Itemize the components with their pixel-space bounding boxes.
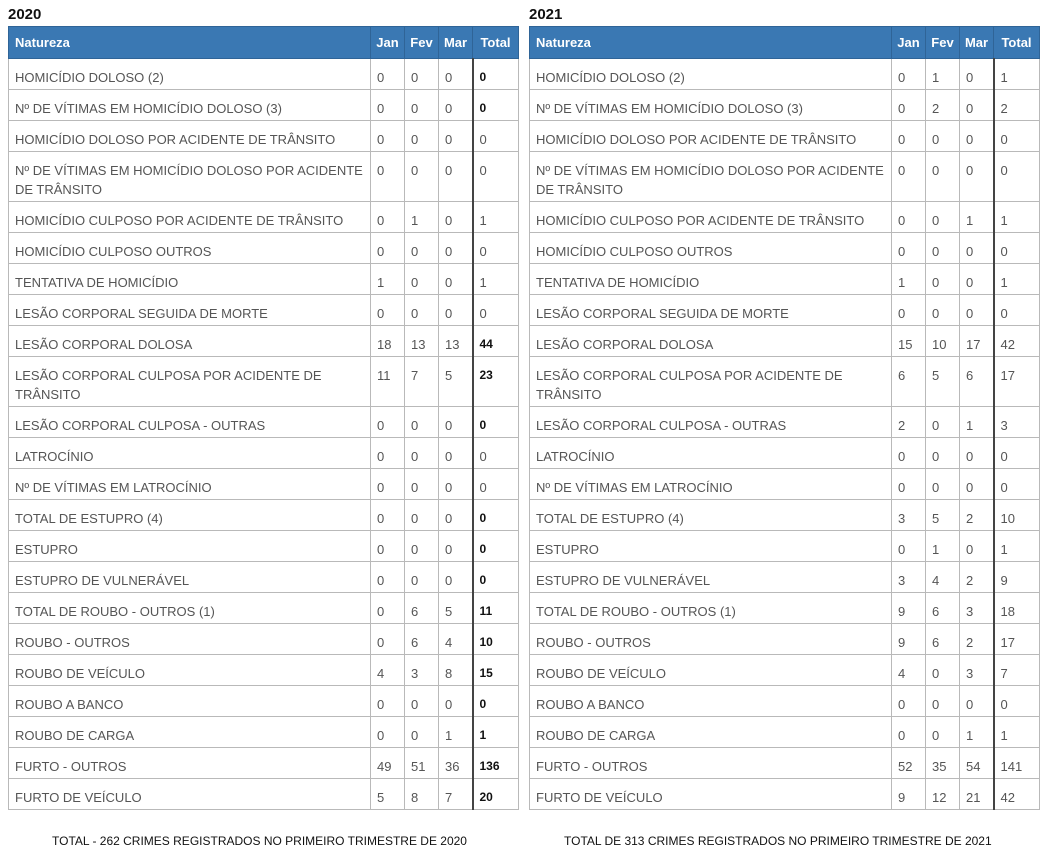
cell-jan: 0: [371, 717, 405, 748]
cell-jan: 0: [371, 121, 405, 152]
cell-total: 44: [473, 326, 519, 357]
cell-fev: 0: [405, 562, 439, 593]
cell-total: 0: [473, 562, 519, 593]
cell-jan: 0: [371, 438, 405, 469]
header-jan: Jan: [371, 27, 405, 59]
cell-natureza: HOMICÍDIO DOLOSO (2): [530, 59, 892, 90]
cell-fev: 3: [405, 655, 439, 686]
table-row: [9, 562, 519, 593]
cell-total: 0: [473, 152, 519, 202]
cell-fev: 12: [926, 779, 960, 810]
cell-jan: 9: [892, 624, 926, 655]
table-row: [9, 531, 519, 562]
cell-total: 0: [473, 469, 519, 500]
cell-jan: 1: [371, 264, 405, 295]
cell-mar: 0: [439, 500, 473, 531]
table-row: [530, 152, 1040, 202]
table-header-row: [9, 27, 519, 59]
table-panel-2020: [8, 4, 518, 810]
cell-mar: 0: [960, 59, 994, 90]
cell-natureza: ESTUPRO: [9, 531, 371, 562]
cell-total: 0: [473, 407, 519, 438]
cell-jan: 0: [892, 233, 926, 264]
cell-natureza: HOMICÍDIO DOLOSO POR ACIDENTE DE TRÂNSITO: [530, 121, 892, 152]
cell-mar: 0: [960, 152, 994, 202]
cell-total: 18: [994, 593, 1040, 624]
cell-total: 0: [994, 469, 1040, 500]
cell-fev: 13: [405, 326, 439, 357]
cell-fev: 6: [405, 593, 439, 624]
cell-jan: 18: [371, 326, 405, 357]
cell-mar: 36: [439, 748, 473, 779]
cell-natureza: FURTO DE VEÍCULO: [9, 779, 371, 810]
cell-jan: 0: [371, 90, 405, 121]
table-row: [530, 469, 1040, 500]
cell-total: 0: [994, 121, 1040, 152]
cell-fev: 0: [405, 59, 439, 90]
cell-natureza: HOMICÍDIO CULPOSO OUTROS: [530, 233, 892, 264]
cell-jan: 0: [892, 438, 926, 469]
cell-jan: 15: [892, 326, 926, 357]
table-row: [9, 90, 519, 121]
table-row: [9, 264, 519, 295]
cell-mar: 0: [960, 264, 994, 295]
cell-mar: 0: [439, 295, 473, 326]
table-row: [530, 202, 1040, 233]
cell-mar: 2: [960, 562, 994, 593]
table-row: [530, 326, 1040, 357]
cell-fev: 6: [405, 624, 439, 655]
cell-total: 0: [994, 686, 1040, 717]
cell-natureza: HOMICÍDIO DOLOSO POR ACIDENTE DE TRÂNSITO: [9, 121, 371, 152]
cell-jan: 6: [892, 357, 926, 407]
crime-table-2020: [8, 26, 519, 810]
cell-natureza: HOMICÍDIO CULPOSO POR ACIDENTE DE TRÂNSITO: [9, 202, 371, 233]
cell-mar: 0: [439, 438, 473, 469]
table-row: [9, 500, 519, 531]
cell-natureza: ROUBO A BANCO: [9, 686, 371, 717]
cell-natureza: LESÃO CORPORAL CULPOSA - OUTRAS: [9, 407, 371, 438]
cell-mar: 0: [960, 531, 994, 562]
cell-jan: 0: [892, 202, 926, 233]
table-row: [530, 748, 1040, 779]
cell-total: 1: [994, 202, 1040, 233]
cell-mar: 5: [439, 593, 473, 624]
cell-fev: 51: [405, 748, 439, 779]
cell-natureza: ROUBO A BANCO: [530, 686, 892, 717]
cell-natureza: ESTUPRO: [530, 531, 892, 562]
header-mar: Mar: [439, 27, 473, 59]
cell-mar: 6: [960, 357, 994, 407]
table-panel-2021: [529, 4, 1039, 810]
table-row: [530, 562, 1040, 593]
cell-jan: 2: [892, 407, 926, 438]
cell-total: 0: [473, 295, 519, 326]
header-mar: Mar: [960, 27, 994, 59]
cell-fev: 2: [926, 90, 960, 121]
table-row: [530, 90, 1040, 121]
cell-natureza: TOTAL DE ROUBO - OUTROS (1): [9, 593, 371, 624]
cell-total: 0: [994, 233, 1040, 264]
cell-fev: 5: [926, 357, 960, 407]
table-row: [9, 233, 519, 264]
cell-fev: 0: [926, 295, 960, 326]
cell-total: 0: [473, 121, 519, 152]
table-row: [9, 438, 519, 469]
cell-mar: 1: [960, 407, 994, 438]
cell-jan: 0: [371, 624, 405, 655]
cell-mar: 0: [439, 264, 473, 295]
cell-natureza: LESÃO CORPORAL SEGUIDA DE MORTE: [530, 295, 892, 326]
cell-natureza: ROUBO DE VEÍCULO: [9, 655, 371, 686]
cell-fev: 0: [405, 233, 439, 264]
cell-jan: 0: [892, 469, 926, 500]
cell-mar: 0: [439, 90, 473, 121]
cell-natureza: ROUBO - OUTROS: [9, 624, 371, 655]
cell-natureza: ROUBO DE CARGA: [9, 717, 371, 748]
cell-fev: 0: [926, 686, 960, 717]
cell-total: 1: [473, 202, 519, 233]
cell-jan: 9: [892, 593, 926, 624]
cell-jan: 9: [892, 779, 926, 810]
header-jan: Jan: [892, 27, 926, 59]
cell-total: 1: [473, 264, 519, 295]
cell-total: 1: [994, 59, 1040, 90]
cell-fev: 6: [926, 593, 960, 624]
cell-total: 20: [473, 779, 519, 810]
table-row: [530, 531, 1040, 562]
cell-fev: 0: [405, 264, 439, 295]
cell-mar: 0: [960, 295, 994, 326]
cell-jan: 0: [371, 531, 405, 562]
cell-mar: 0: [439, 233, 473, 264]
cell-jan: 4: [371, 655, 405, 686]
cell-jan: 0: [371, 593, 405, 624]
cell-mar: 0: [439, 59, 473, 90]
cell-total: 0: [994, 295, 1040, 326]
cell-natureza: LESÃO CORPORAL CULPOSA - OUTRAS: [530, 407, 892, 438]
cell-natureza: TOTAL DE ROUBO - OUTROS (1): [530, 593, 892, 624]
cell-natureza: HOMICÍDIO CULPOSO OUTROS: [9, 233, 371, 264]
cell-mar: 0: [439, 202, 473, 233]
table-row: [9, 469, 519, 500]
cell-jan: 0: [892, 295, 926, 326]
cell-mar: 0: [960, 233, 994, 264]
cell-total: 0: [994, 438, 1040, 469]
cell-jan: 0: [371, 469, 405, 500]
cell-natureza: TOTAL DE ESTUPRO (4): [530, 500, 892, 531]
cell-total: 0: [473, 233, 519, 264]
cell-mar: 4: [439, 624, 473, 655]
table-row: [530, 655, 1040, 686]
table-body: [530, 59, 1040, 810]
cell-mar: 21: [960, 779, 994, 810]
cell-mar: 0: [439, 469, 473, 500]
cell-jan: 3: [892, 500, 926, 531]
table-row: [9, 202, 519, 233]
table-row: [530, 295, 1040, 326]
cell-jan: 52: [892, 748, 926, 779]
cell-mar: 0: [960, 686, 994, 717]
cell-mar: 0: [439, 121, 473, 152]
table-row: [9, 655, 519, 686]
table-header-row: [530, 27, 1040, 59]
cell-jan: 0: [371, 562, 405, 593]
table-row: [530, 717, 1040, 748]
cell-mar: 2: [960, 624, 994, 655]
table-row: [9, 357, 519, 407]
table-row: [9, 326, 519, 357]
cell-total: 0: [473, 500, 519, 531]
crime-table-2021: [529, 26, 1040, 810]
cell-total: 9: [994, 562, 1040, 593]
cell-fev: 0: [405, 438, 439, 469]
cell-jan: 0: [892, 90, 926, 121]
cell-fev: 0: [405, 295, 439, 326]
table-row: [530, 233, 1040, 264]
cell-jan: 0: [892, 121, 926, 152]
table-row: [9, 152, 519, 202]
table-row: [9, 624, 519, 655]
cell-total: 42: [994, 779, 1040, 810]
cell-natureza: LESÃO CORPORAL DOLOSA: [9, 326, 371, 357]
cell-total: 17: [994, 624, 1040, 655]
cell-fev: 4: [926, 562, 960, 593]
table-row: [530, 407, 1040, 438]
cell-jan: 1: [892, 264, 926, 295]
cell-natureza: ROUBO - OUTROS: [530, 624, 892, 655]
cell-mar: 0: [960, 121, 994, 152]
table-row: [9, 717, 519, 748]
cell-natureza: FURTO - OUTROS: [9, 748, 371, 779]
cell-mar: 0: [439, 562, 473, 593]
cell-natureza: ROUBO DE CARGA: [530, 717, 892, 748]
cell-total: 11: [473, 593, 519, 624]
footer-total-2021: TOTAL DE 313 CRIMES REGISTRADOS NO PRIMEIRO TRIMESTRE DE 2021: [564, 834, 992, 848]
cell-mar: 0: [960, 438, 994, 469]
cell-total: 17: [994, 357, 1040, 407]
cell-total: 1: [994, 264, 1040, 295]
cell-jan: 0: [892, 59, 926, 90]
cell-total: 1: [994, 531, 1040, 562]
header-fev: Fev: [926, 27, 960, 59]
cell-fev: 5: [926, 500, 960, 531]
cell-fev: 6: [926, 624, 960, 655]
cell-jan: 0: [892, 717, 926, 748]
cell-mar: 7: [439, 779, 473, 810]
cell-total: 0: [473, 438, 519, 469]
cell-mar: 3: [960, 655, 994, 686]
cell-mar: 17: [960, 326, 994, 357]
cell-natureza: LESÃO CORPORAL SEGUIDA DE MORTE: [9, 295, 371, 326]
cell-fev: 35: [926, 748, 960, 779]
cell-natureza: Nº DE VÍTIMAS EM HOMICÍDIO DOLOSO POR ACIDENTE DE TRÂNSITO: [530, 152, 892, 202]
cell-total: 1: [994, 717, 1040, 748]
cell-fev: 0: [405, 152, 439, 202]
table-row: [9, 59, 519, 90]
cell-mar: 0: [439, 531, 473, 562]
cell-jan: 0: [371, 202, 405, 233]
cell-fev: 1: [405, 202, 439, 233]
header-fev: Fev: [405, 27, 439, 59]
cell-natureza: FURTO DE VEÍCULO: [530, 779, 892, 810]
cell-fev: 0: [926, 407, 960, 438]
year-title: 2020: [8, 6, 42, 23]
cell-fev: 8: [405, 779, 439, 810]
cell-fev: 1: [926, 531, 960, 562]
cell-total: 2: [994, 90, 1040, 121]
cell-fev: 0: [405, 90, 439, 121]
table-row: [530, 121, 1040, 152]
cell-total: 0: [473, 90, 519, 121]
table-row: [530, 779, 1040, 810]
cell-jan: 0: [371, 295, 405, 326]
cell-mar: 1: [439, 717, 473, 748]
cell-total: 10: [473, 624, 519, 655]
cell-jan: 0: [892, 531, 926, 562]
cell-fev: 0: [926, 233, 960, 264]
cell-mar: 0: [960, 469, 994, 500]
cell-fev: 0: [926, 202, 960, 233]
table-row: [530, 357, 1040, 407]
table-row: [9, 779, 519, 810]
cell-total: 15: [473, 655, 519, 686]
cell-natureza: Nº DE VÍTIMAS EM LATROCÍNIO: [9, 469, 371, 500]
cell-fev: 0: [405, 469, 439, 500]
cell-total: 23: [473, 357, 519, 407]
table-row: [530, 624, 1040, 655]
cell-natureza: HOMICÍDIO DOLOSO (2): [9, 59, 371, 90]
table-row: [9, 407, 519, 438]
cell-mar: 54: [960, 748, 994, 779]
header-total: Total: [994, 27, 1040, 59]
table-row: [530, 59, 1040, 90]
cell-mar: 2: [960, 500, 994, 531]
header-natureza: Natureza: [9, 27, 371, 59]
cell-jan: 0: [371, 500, 405, 531]
cell-jan: 0: [371, 59, 405, 90]
cell-natureza: ESTUPRO DE VULNERÁVEL: [530, 562, 892, 593]
cell-natureza: Nº DE VÍTIMAS EM HOMICÍDIO DOLOSO (3): [530, 90, 892, 121]
header-natureza: Natureza: [530, 27, 892, 59]
cell-total: 0: [473, 59, 519, 90]
footer-total-2020: TOTAL - 262 CRIMES REGISTRADOS NO PRIMEIRO TRIMESTRE DE 2020: [52, 834, 467, 848]
cell-fev: 0: [405, 531, 439, 562]
table-row: [9, 295, 519, 326]
cell-natureza: HOMICÍDIO CULPOSO POR ACIDENTE DE TRÂNSITO: [530, 202, 892, 233]
cell-jan: 3: [892, 562, 926, 593]
table-row: [9, 121, 519, 152]
cell-total: 136: [473, 748, 519, 779]
cell-fev: 0: [926, 264, 960, 295]
table-row: [530, 593, 1040, 624]
cell-fev: 0: [926, 655, 960, 686]
cell-total: 7: [994, 655, 1040, 686]
cell-mar: 1: [960, 202, 994, 233]
cell-fev: 1: [926, 59, 960, 90]
cell-fev: 0: [926, 717, 960, 748]
cell-fev: 0: [926, 152, 960, 202]
cell-total: 141: [994, 748, 1040, 779]
cell-mar: 0: [960, 90, 994, 121]
cell-natureza: LESÃO CORPORAL DOLOSA: [530, 326, 892, 357]
cell-fev: 0: [926, 438, 960, 469]
cell-total: 3: [994, 407, 1040, 438]
cell-total: 10: [994, 500, 1040, 531]
cell-mar: 3: [960, 593, 994, 624]
cell-total: 1: [473, 717, 519, 748]
cell-natureza: TOTAL DE ESTUPRO (4): [9, 500, 371, 531]
cell-natureza: TENTATIVA DE HOMICÍDIO: [530, 264, 892, 295]
cell-natureza: FURTO - OUTROS: [530, 748, 892, 779]
cell-jan: 11: [371, 357, 405, 407]
cell-jan: 0: [371, 233, 405, 264]
table-row: [9, 748, 519, 779]
cell-fev: 0: [405, 407, 439, 438]
table-row: [530, 264, 1040, 295]
cell-mar: 13: [439, 326, 473, 357]
cell-jan: 5: [371, 779, 405, 810]
cell-mar: 1: [960, 717, 994, 748]
cell-mar: 0: [439, 407, 473, 438]
cell-mar: 8: [439, 655, 473, 686]
cell-jan: 0: [371, 152, 405, 202]
cell-mar: 0: [439, 686, 473, 717]
cell-natureza: LATROCÍNIO: [530, 438, 892, 469]
cell-natureza: ROUBO DE VEÍCULO: [530, 655, 892, 686]
cell-fev: 0: [926, 469, 960, 500]
cell-jan: 0: [892, 152, 926, 202]
cell-fev: 7: [405, 357, 439, 407]
cell-natureza: ESTUPRO DE VULNERÁVEL: [9, 562, 371, 593]
cell-mar: 5: [439, 357, 473, 407]
cell-total: 0: [473, 686, 519, 717]
table-row: [9, 593, 519, 624]
cell-fev: 10: [926, 326, 960, 357]
cell-natureza: LESÃO CORPORAL CULPOSA POR ACIDENTE DE TRÂNSITO: [530, 357, 892, 407]
cell-fev: 0: [405, 686, 439, 717]
cell-fev: 0: [405, 121, 439, 152]
cell-mar: 0: [439, 152, 473, 202]
cell-natureza: LESÃO CORPORAL CULPOSA POR ACIDENTE DE TRÂNSITO: [9, 357, 371, 407]
cell-fev: 0: [405, 500, 439, 531]
year-title: 2021: [529, 6, 563, 23]
cell-total: 0: [994, 152, 1040, 202]
cell-fev: 0: [405, 717, 439, 748]
cell-jan: 0: [892, 686, 926, 717]
cell-jan: 49: [371, 748, 405, 779]
header-total: Total: [473, 27, 519, 59]
cell-natureza: TENTATIVA DE HOMICÍDIO: [9, 264, 371, 295]
cell-jan: 4: [892, 655, 926, 686]
table-row: [9, 686, 519, 717]
table-row: [530, 686, 1040, 717]
table-body: [9, 59, 519, 810]
cell-jan: 0: [371, 407, 405, 438]
cell-jan: 0: [371, 686, 405, 717]
table-row: [530, 438, 1040, 469]
table-row: [530, 500, 1040, 531]
cell-natureza: Nº DE VÍTIMAS EM HOMICÍDIO DOLOSO (3): [9, 90, 371, 121]
cell-total: 42: [994, 326, 1040, 357]
cell-total: 0: [473, 531, 519, 562]
cell-natureza: Nº DE VÍTIMAS EM HOMICÍDIO DOLOSO POR ACIDENTE DE TRÂNSITO: [9, 152, 371, 202]
cell-natureza: Nº DE VÍTIMAS EM LATROCÍNIO: [530, 469, 892, 500]
cell-fev: 0: [926, 121, 960, 152]
cell-natureza: LATROCÍNIO: [9, 438, 371, 469]
